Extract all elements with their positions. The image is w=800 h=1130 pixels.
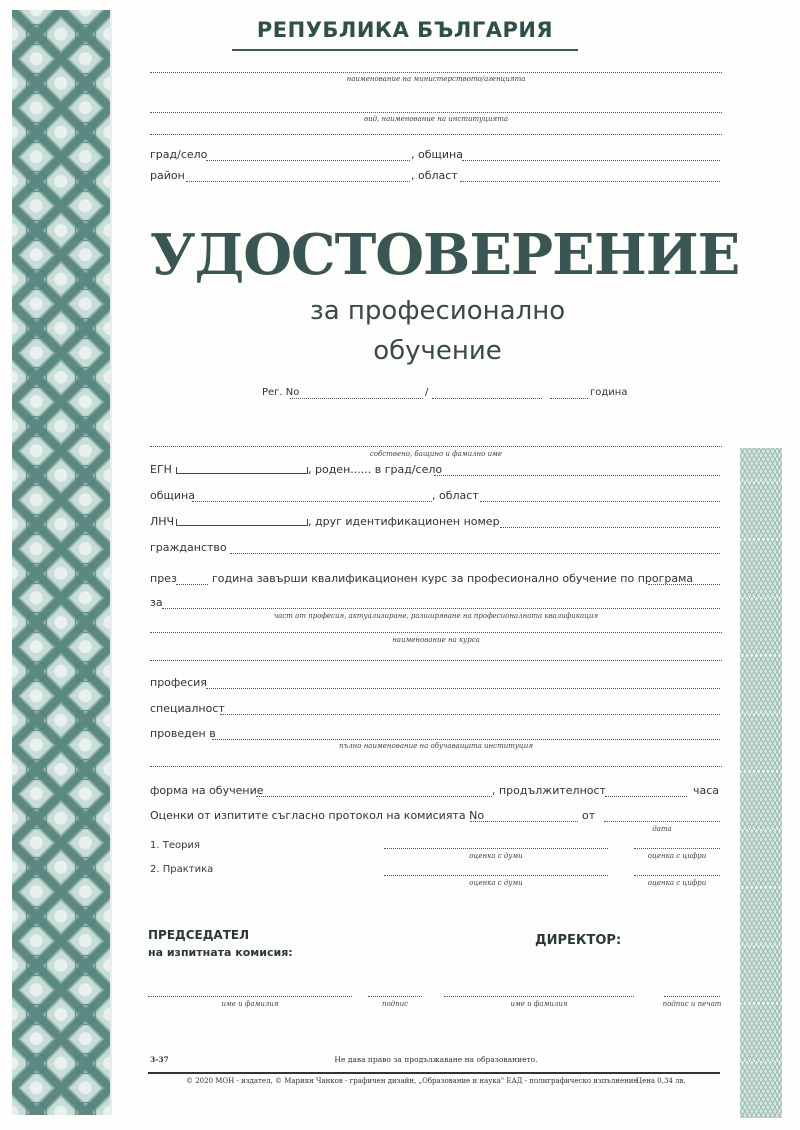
reg-year-field[interactable] (550, 398, 588, 399)
conducted-field[interactable] (212, 739, 720, 740)
other-id-field[interactable] (500, 527, 720, 528)
practice-words-field[interactable] (384, 875, 608, 876)
security-strip-right (740, 448, 782, 1118)
completion-year-field[interactable] (176, 584, 208, 585)
chair-signature-caption: подпис (381, 1000, 409, 1008)
citizenship-field[interactable] (230, 553, 720, 554)
birthplace-field[interactable] (434, 475, 720, 476)
lnch-label: ЛНЧ (150, 515, 175, 528)
hours-label: часа (693, 784, 720, 797)
director-name-field[interactable] (444, 996, 634, 997)
director-signature-field[interactable] (664, 996, 720, 997)
profession-label: професия (150, 676, 207, 689)
theory-words-field[interactable] (384, 848, 608, 849)
specialty-label: специалност (150, 702, 225, 715)
region-label: , област (411, 169, 458, 182)
reg-separator: / (425, 387, 429, 398)
protocol-number-field[interactable] (470, 821, 578, 822)
practice-words-caption: оценка с думи (469, 879, 523, 887)
institution-field-2[interactable] (150, 134, 722, 135)
duration-field[interactable] (605, 796, 687, 797)
country-title: РЕПУБЛИКА БЪЛГАРИЯ (256, 18, 554, 42)
district-field[interactable] (186, 181, 410, 182)
person-municipality-label: община (150, 489, 195, 502)
reg-number-field[interactable] (290, 398, 423, 399)
ministry-field[interactable] (150, 72, 722, 73)
municipality-field[interactable] (462, 160, 720, 161)
reg-number-field-2[interactable] (432, 398, 542, 399)
egn-field[interactable] (176, 467, 308, 474)
ornamental-border-left (12, 10, 112, 1115)
completed-text: година завърши квалификационен курс за професионално обучение по програма (212, 572, 694, 585)
reg-label: Рег. No (262, 387, 300, 398)
price-text: Цена 0,34 лв. (636, 1077, 686, 1085)
conducted-caption: пълно наименование на обучаващата институция (339, 742, 533, 750)
conducted-label: проведен в (150, 727, 216, 740)
institution-field[interactable] (150, 112, 722, 113)
institution-caption: вид, наименование на институцията (364, 115, 508, 123)
form-label: форма на обучение (150, 784, 264, 797)
region-field[interactable] (460, 181, 720, 182)
born-label: , роден...... в град/село (308, 463, 443, 476)
full-name-caption: собствено, бащино и фамилно име (369, 450, 503, 458)
chair-signature-field[interactable] (368, 996, 422, 997)
lnch-field[interactable] (176, 519, 308, 526)
year-label: година (590, 387, 628, 398)
footer-rule (148, 1072, 720, 1074)
copyright-text: © 2020 МОН - издател, © Мариян Чанков - графичен дизайн, „Образование и наука" ЕАД - полиграфическо изпълнение (186, 1077, 638, 1085)
program-field[interactable] (648, 584, 720, 585)
course-name-field-2[interactable] (150, 660, 722, 661)
practice-digits-field[interactable] (634, 875, 720, 876)
theory-digits-caption: оценка с цифри (647, 852, 707, 860)
for-caption: част от професия, актуализиране, разширяване на професионалната квалификация (273, 612, 599, 620)
header-rule (232, 49, 578, 51)
practice-digits-caption: оценка с цифри (647, 879, 707, 887)
profession-field[interactable] (206, 688, 720, 689)
full-name-field[interactable] (150, 446, 722, 447)
person-municipality-field[interactable] (192, 501, 432, 502)
document-subtitle-1: за професионално (309, 296, 566, 326)
city-label: град/село (150, 148, 208, 161)
document-subtitle-2: обучение (373, 336, 502, 366)
other-id-label: , друг идентификационен номер (308, 515, 500, 528)
chair-title: ПРЕДСЕДАТЕЛ (148, 928, 250, 942)
from-label: от (582, 809, 596, 822)
form-code: 3-37 (150, 1055, 169, 1064)
egn-label: ЕГН (150, 463, 172, 476)
practice-label: 2. Практика (150, 864, 214, 875)
chair-name-caption: име и фамилия (221, 1000, 279, 1008)
date-caption: дата (652, 825, 672, 833)
director-title: ДИРЕКТОР: (535, 933, 622, 948)
specialty-field[interactable] (220, 714, 720, 715)
theory-label: 1. Теория (150, 840, 200, 851)
course-name-caption: наименование на курса (392, 636, 480, 644)
citizenship-label: гражданство (150, 541, 227, 554)
person-region-label: , област (432, 489, 479, 502)
completed-prefix: през (150, 572, 177, 585)
protocol-date-field[interactable] (604, 821, 720, 822)
chair-name-field[interactable] (148, 996, 352, 997)
theory-digits-field[interactable] (634, 848, 720, 849)
conducted-field-2[interactable] (150, 766, 722, 767)
duration-label: , продължителност (492, 784, 606, 797)
municipality-label: , община (411, 148, 463, 161)
city-field[interactable] (206, 160, 410, 161)
protocol-label: Оценки от изпитите съгласно протокол на комисията No (150, 809, 485, 822)
for-field[interactable] (162, 608, 720, 609)
director-signature-caption: подпис и печат (662, 1000, 722, 1008)
chair-subtitle: на изпитната комисия: (148, 946, 293, 959)
director-name-caption: име и фамилия (510, 1000, 568, 1008)
district-label: район (150, 169, 185, 182)
document-title: УДОСТОВЕРЕНИЕ (150, 222, 740, 288)
ministry-caption: наименование на министерството/агенцията (346, 75, 526, 83)
person-region-field[interactable] (480, 501, 720, 502)
for-label: за (150, 596, 163, 609)
course-name-field[interactable] (150, 632, 722, 633)
form-field[interactable] (256, 796, 492, 797)
theory-words-caption: оценка с думи (469, 852, 523, 860)
footer-note: Не дава право за продължаване на образованието. (334, 1055, 538, 1064)
